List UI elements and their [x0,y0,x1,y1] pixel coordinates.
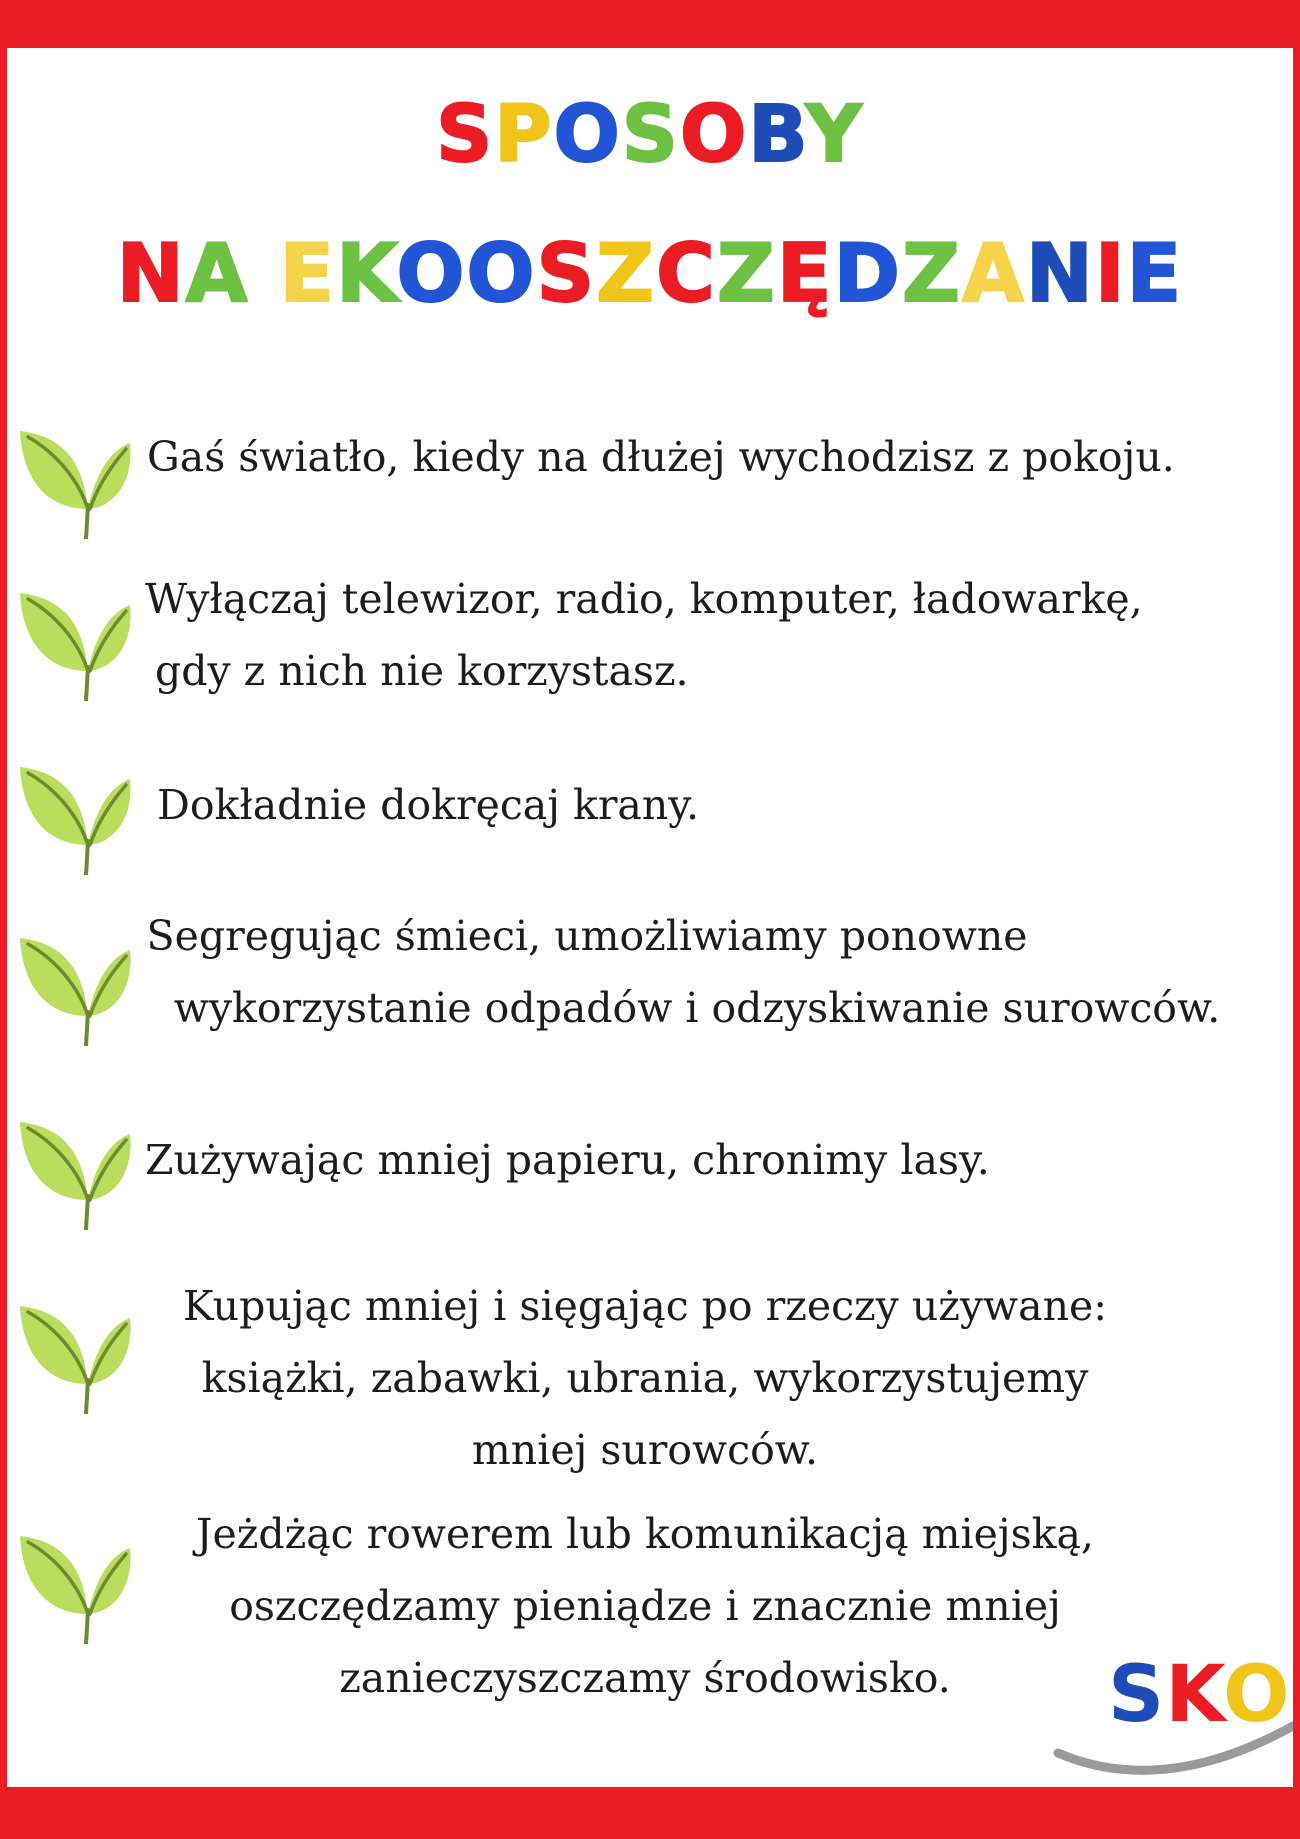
title-letter: C [656,227,717,320]
tip-text [145,1498,1145,1714]
title-letter: D [833,227,902,320]
tip-line: Jeżdżąc rowerem lub komunikacją miejską, [196,1510,1094,1558]
tip-item [7,1282,1293,1474]
title-letter: O [679,90,749,180]
tip-line: Segregując śmieci, umożliwiamy ponowne [146,912,1028,960]
sprout-icon [12,423,134,539]
title-letter: S [436,90,495,180]
sko-logo [1053,1648,1300,1778]
title-letter: E [1126,227,1184,320]
tip-line: oszczędzamy pieniądze i znacznie mniej [229,1582,1061,1630]
title-letter: S [536,227,597,320]
title-letter: O [1223,1650,1291,1740]
tip-line: mniej surowców. [471,1426,819,1474]
title-letter: I [1094,227,1127,320]
title-line-2 [7,227,1293,320]
title-letter: K [1165,1650,1224,1740]
tip-item [7,575,1293,695]
title-letter: A [961,227,1026,320]
tip-text [147,421,1175,493]
sprout-icon [12,759,134,875]
swoosh-icon [1053,1648,1300,1778]
tip-line: książki, zabawki, ubrania, wykorzystujemy [201,1354,1089,1402]
tip-text [157,769,699,841]
title-letter: P [494,90,554,180]
title-letter: O [466,227,537,320]
tip-item [7,1114,1293,1184]
tip-item [7,759,1293,829]
title-letter: O [396,227,467,320]
title-line-1 [7,90,1293,180]
tip-line: Zużywając mniej papieru, chronimy lasy. [145,1136,990,1184]
title-letter: A [185,227,250,320]
sprout-icon [12,1528,134,1644]
sprout-icon [12,1114,134,1230]
sprout-icon [12,585,134,701]
tip-line: wykorzystanie odpadów i odzyskiwanie surowców. [173,984,1221,1032]
title-letter: Y [805,90,864,180]
title-letter: K [336,227,397,320]
tip-line: zanieczyszczamy środowisko. [339,1654,951,1702]
tip-item [7,912,1293,1032]
title-letter: S [621,90,680,180]
tip-line: gdy z nich nie korzystasz. [155,647,689,695]
title-letter: Ę [776,227,834,320]
title-letter: B [748,90,806,180]
tip-item [7,1510,1293,1702]
tip-item [7,423,1293,481]
title-letter: Z [596,227,657,320]
tip-text [145,563,1143,707]
tip-text [107,900,1287,1044]
tip-line: Gaś światło, kiedy na dłużej wychodzisz z pokoju. [147,433,1175,481]
title-letter: Z [901,227,962,320]
tip-text [145,1124,990,1196]
title-letter: S [1108,1650,1166,1740]
tip-text [145,1270,1145,1486]
tip-line: Kupując mniej i sięgając po rzeczy używane: [182,1282,1108,1330]
sprout-icon [12,1298,134,1414]
tip-line: Wyłączaj telewizor, radio, komputer, ładowarkę, [145,575,1143,623]
title-letter: O [553,90,622,180]
title-letter: Z [716,227,777,320]
title-letter: N [116,227,186,320]
tip-line: Dokładnie dokręcaj krany. [157,781,700,829]
title-letter: E [279,227,337,320]
title-space [250,227,280,320]
title-letter: N [1025,227,1095,320]
